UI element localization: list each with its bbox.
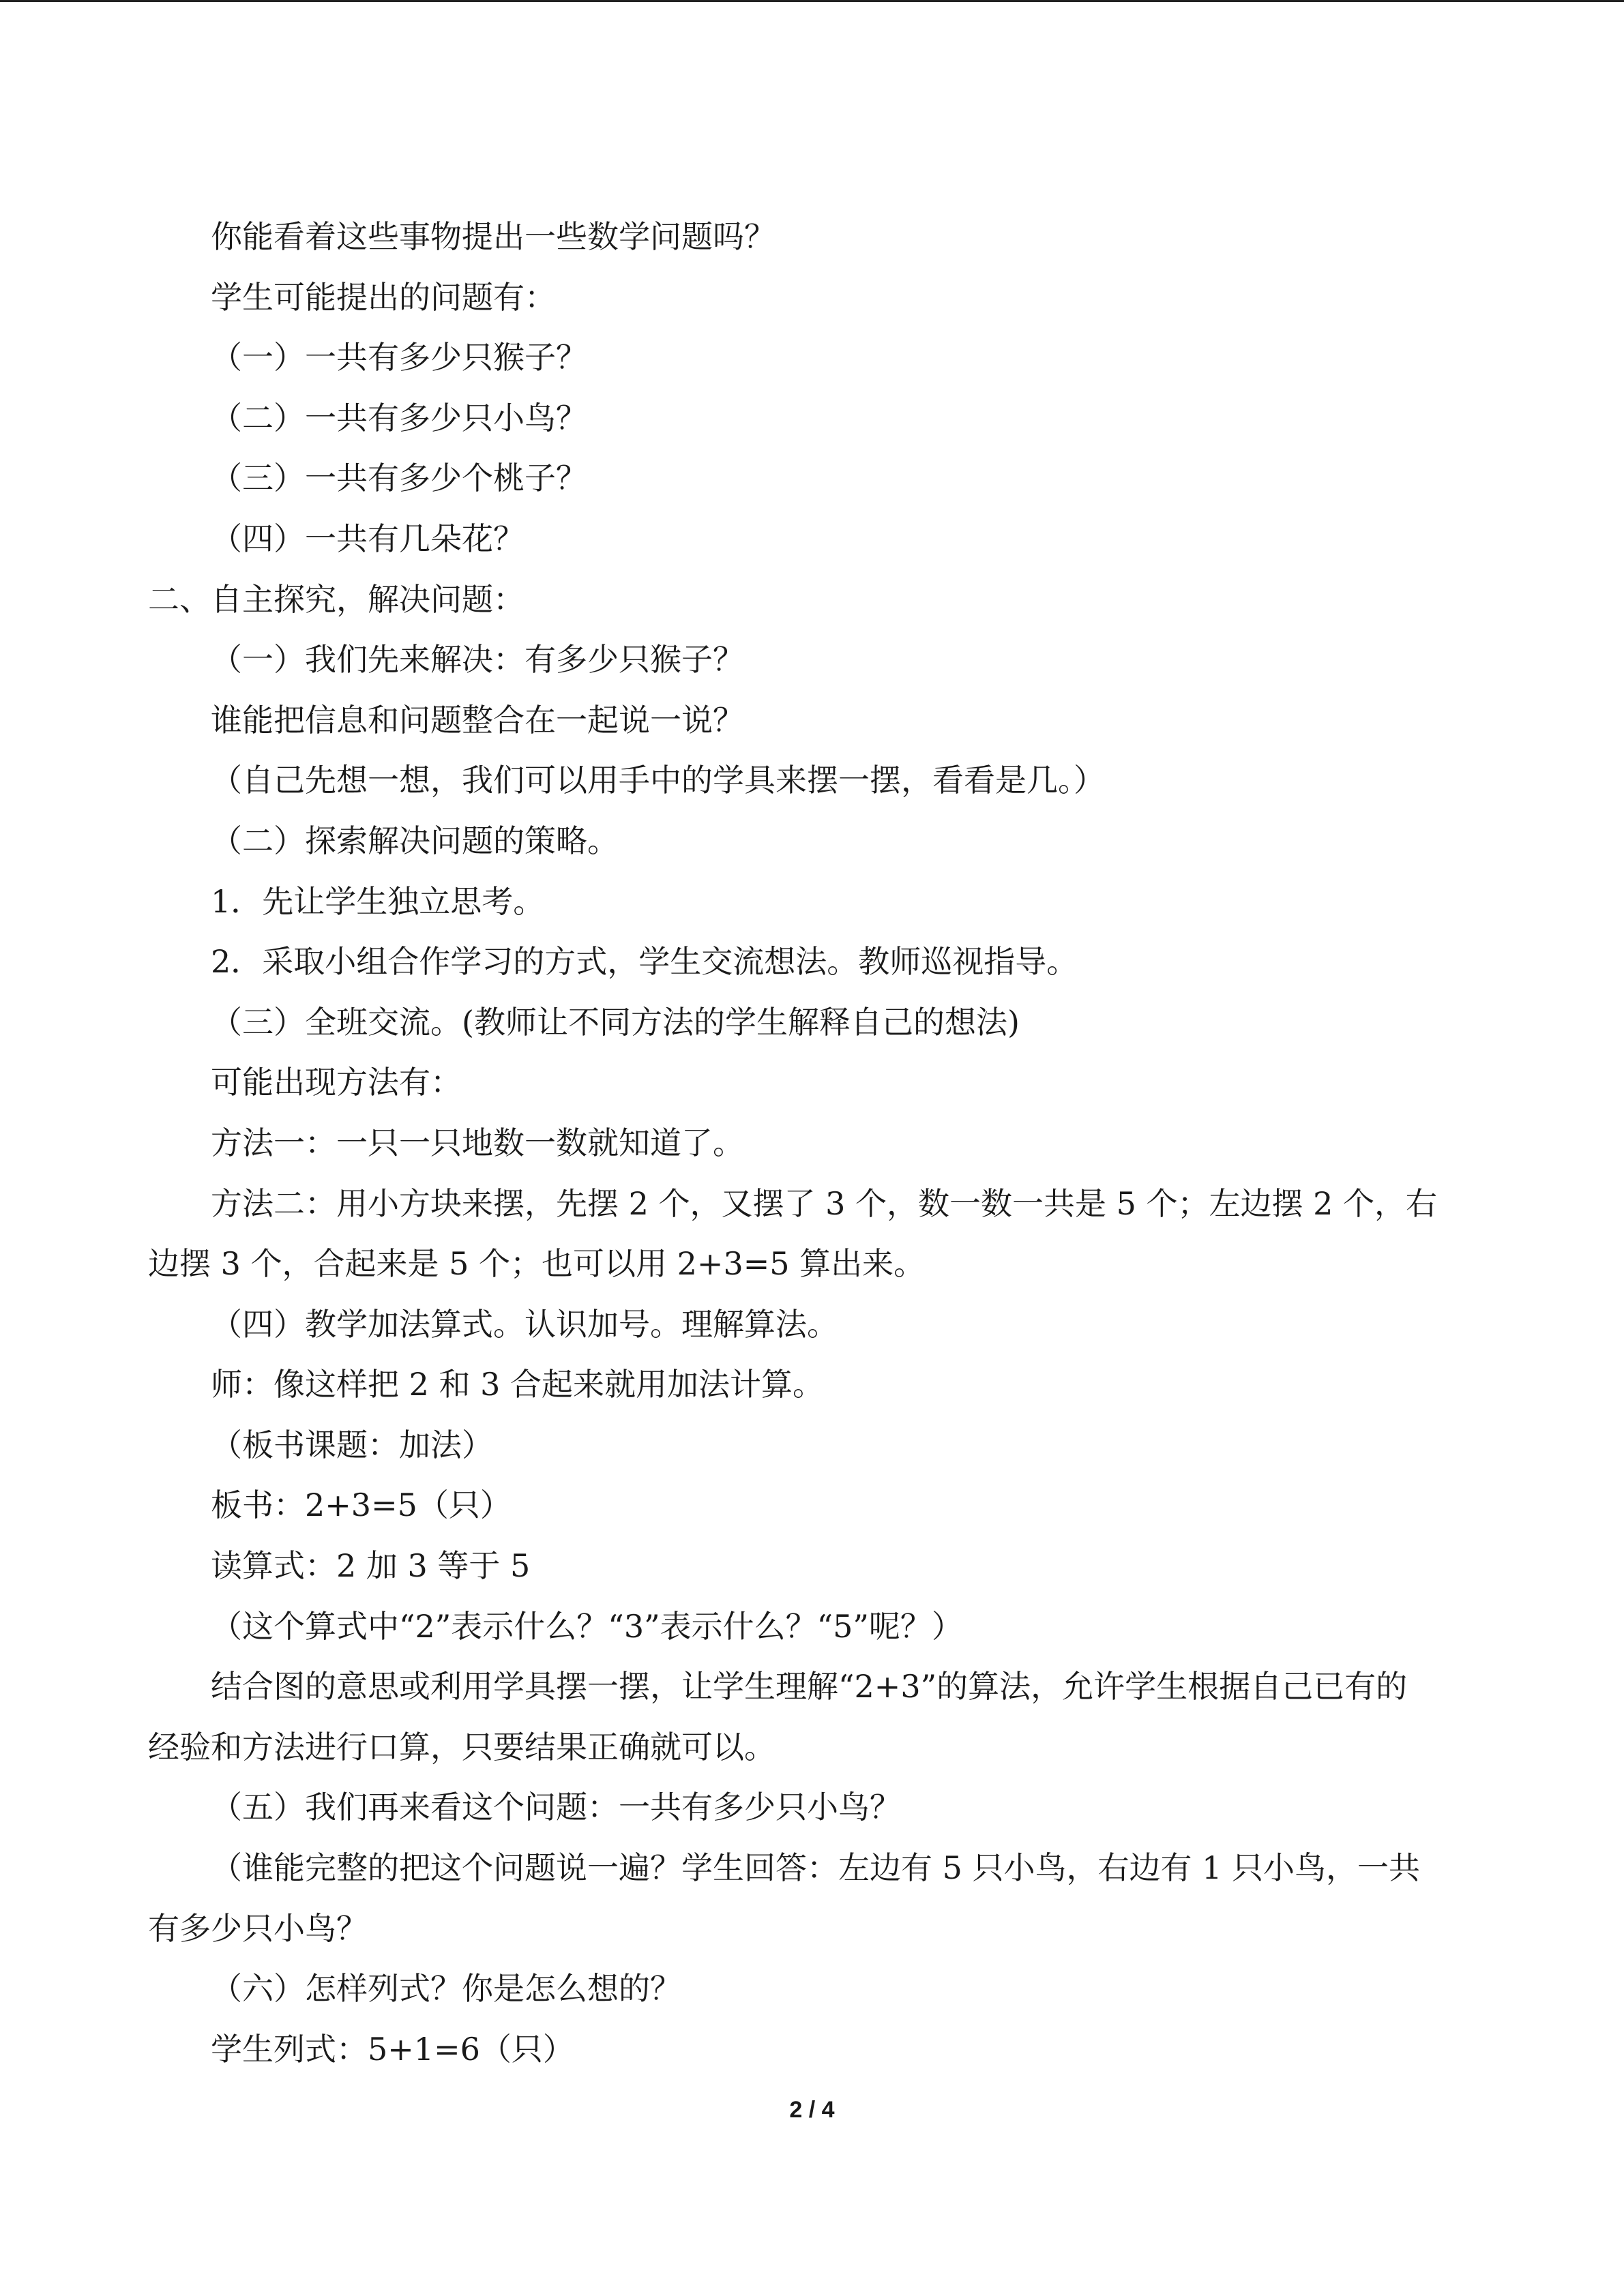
text-line: 板书：2+3=5（只） — [211, 1487, 512, 1524]
text-line: （板书课题：加法） — [211, 1426, 493, 1463]
text-line: 学生列式：5+1=6（只） — [211, 2030, 574, 2068]
text-line: 边摆 3 个，合起来是 5 个；也可以用 2+3=5 算出来。 — [148, 1245, 926, 1283]
text-line: （自己先想一想，我们可以用手中的学具来摆一摆，看看是几。） — [211, 762, 1105, 799]
text-line: 1．先让学生独立思考。 — [211, 882, 545, 920]
text-line: 师：像这样把 2 和 3 合起来就用加法计算。 — [211, 1366, 825, 1403]
text-line: 谁能把信息和问题整合在一起说一说？ — [211, 701, 744, 739]
text-line: （五）我们再来看这个问题：一共有多少只小鸟？ — [211, 1789, 901, 1826]
text-line: （四）一共有几朵花？ — [211, 520, 525, 557]
text-line: 二、自主探究，解决问题： — [148, 580, 525, 618]
text-line: （谁能完整的把这个问题说一遍？学生回答：左边有 5 只小鸟，右边有 1 只小鸟，一共 — [211, 1849, 1421, 1887]
text-line: 结合图的意思或利用学具摆一摆，让学生理解“2+3”的算法，允许学生根据自己已有的 — [211, 1668, 1408, 1705]
text-line: （四）教学加法算式。认识加号。理解算法。 — [211, 1305, 838, 1343]
text-line: （这个算式中“2”表示什么？“3”表示什么？“5”呢？） — [211, 1607, 963, 1645]
text-line: 2．采取小组合作学习的方式，学生交流想法。教师巡视指导。 — [211, 943, 1078, 981]
text-line: 方法一：一只一只地数一数就知道了。 — [211, 1124, 744, 1161]
text-line: （三）一共有多少个桃子？ — [211, 460, 587, 497]
page-number: 2 / 4 — [789, 2097, 835, 2123]
text-line: 可能出现方法有： — [211, 1064, 462, 1101]
text-line: （二）一共有多少只小鸟？ — [211, 399, 587, 436]
text-line: （一）我们先来解决：有多少只猴子？ — [211, 641, 744, 679]
text-line: 你能看着这些事物提出一些数学问题吗？ — [211, 218, 776, 255]
text-line: （六）怎样列式？你是怎么想的？ — [211, 1970, 681, 2008]
text-line: 有多少只小鸟？ — [148, 1909, 368, 1947]
text-line: （三）全班交流。(教师让不同方法的学生解释自己的想法) — [211, 1003, 1020, 1041]
text-line: 方法二：用小方块来摆，先摆 2 个，又摆了 3 个，数一数一共是 5 个；左边摆 2 个，右 — [211, 1184, 1438, 1222]
text-line: 读算式：2 加 3 等于 5 — [211, 1547, 531, 1585]
text-line: （一）一共有多少只猴子？ — [211, 339, 587, 376]
text-line: （二）探索解决问题的策略。 — [211, 822, 619, 859]
text-line: 学生可能提出的问题有： — [211, 278, 556, 316]
document-body — [148, 207, 1478, 2079]
text-line: 经验和方法进行口算，只要结果正确就可以。 — [148, 1728, 776, 1765]
